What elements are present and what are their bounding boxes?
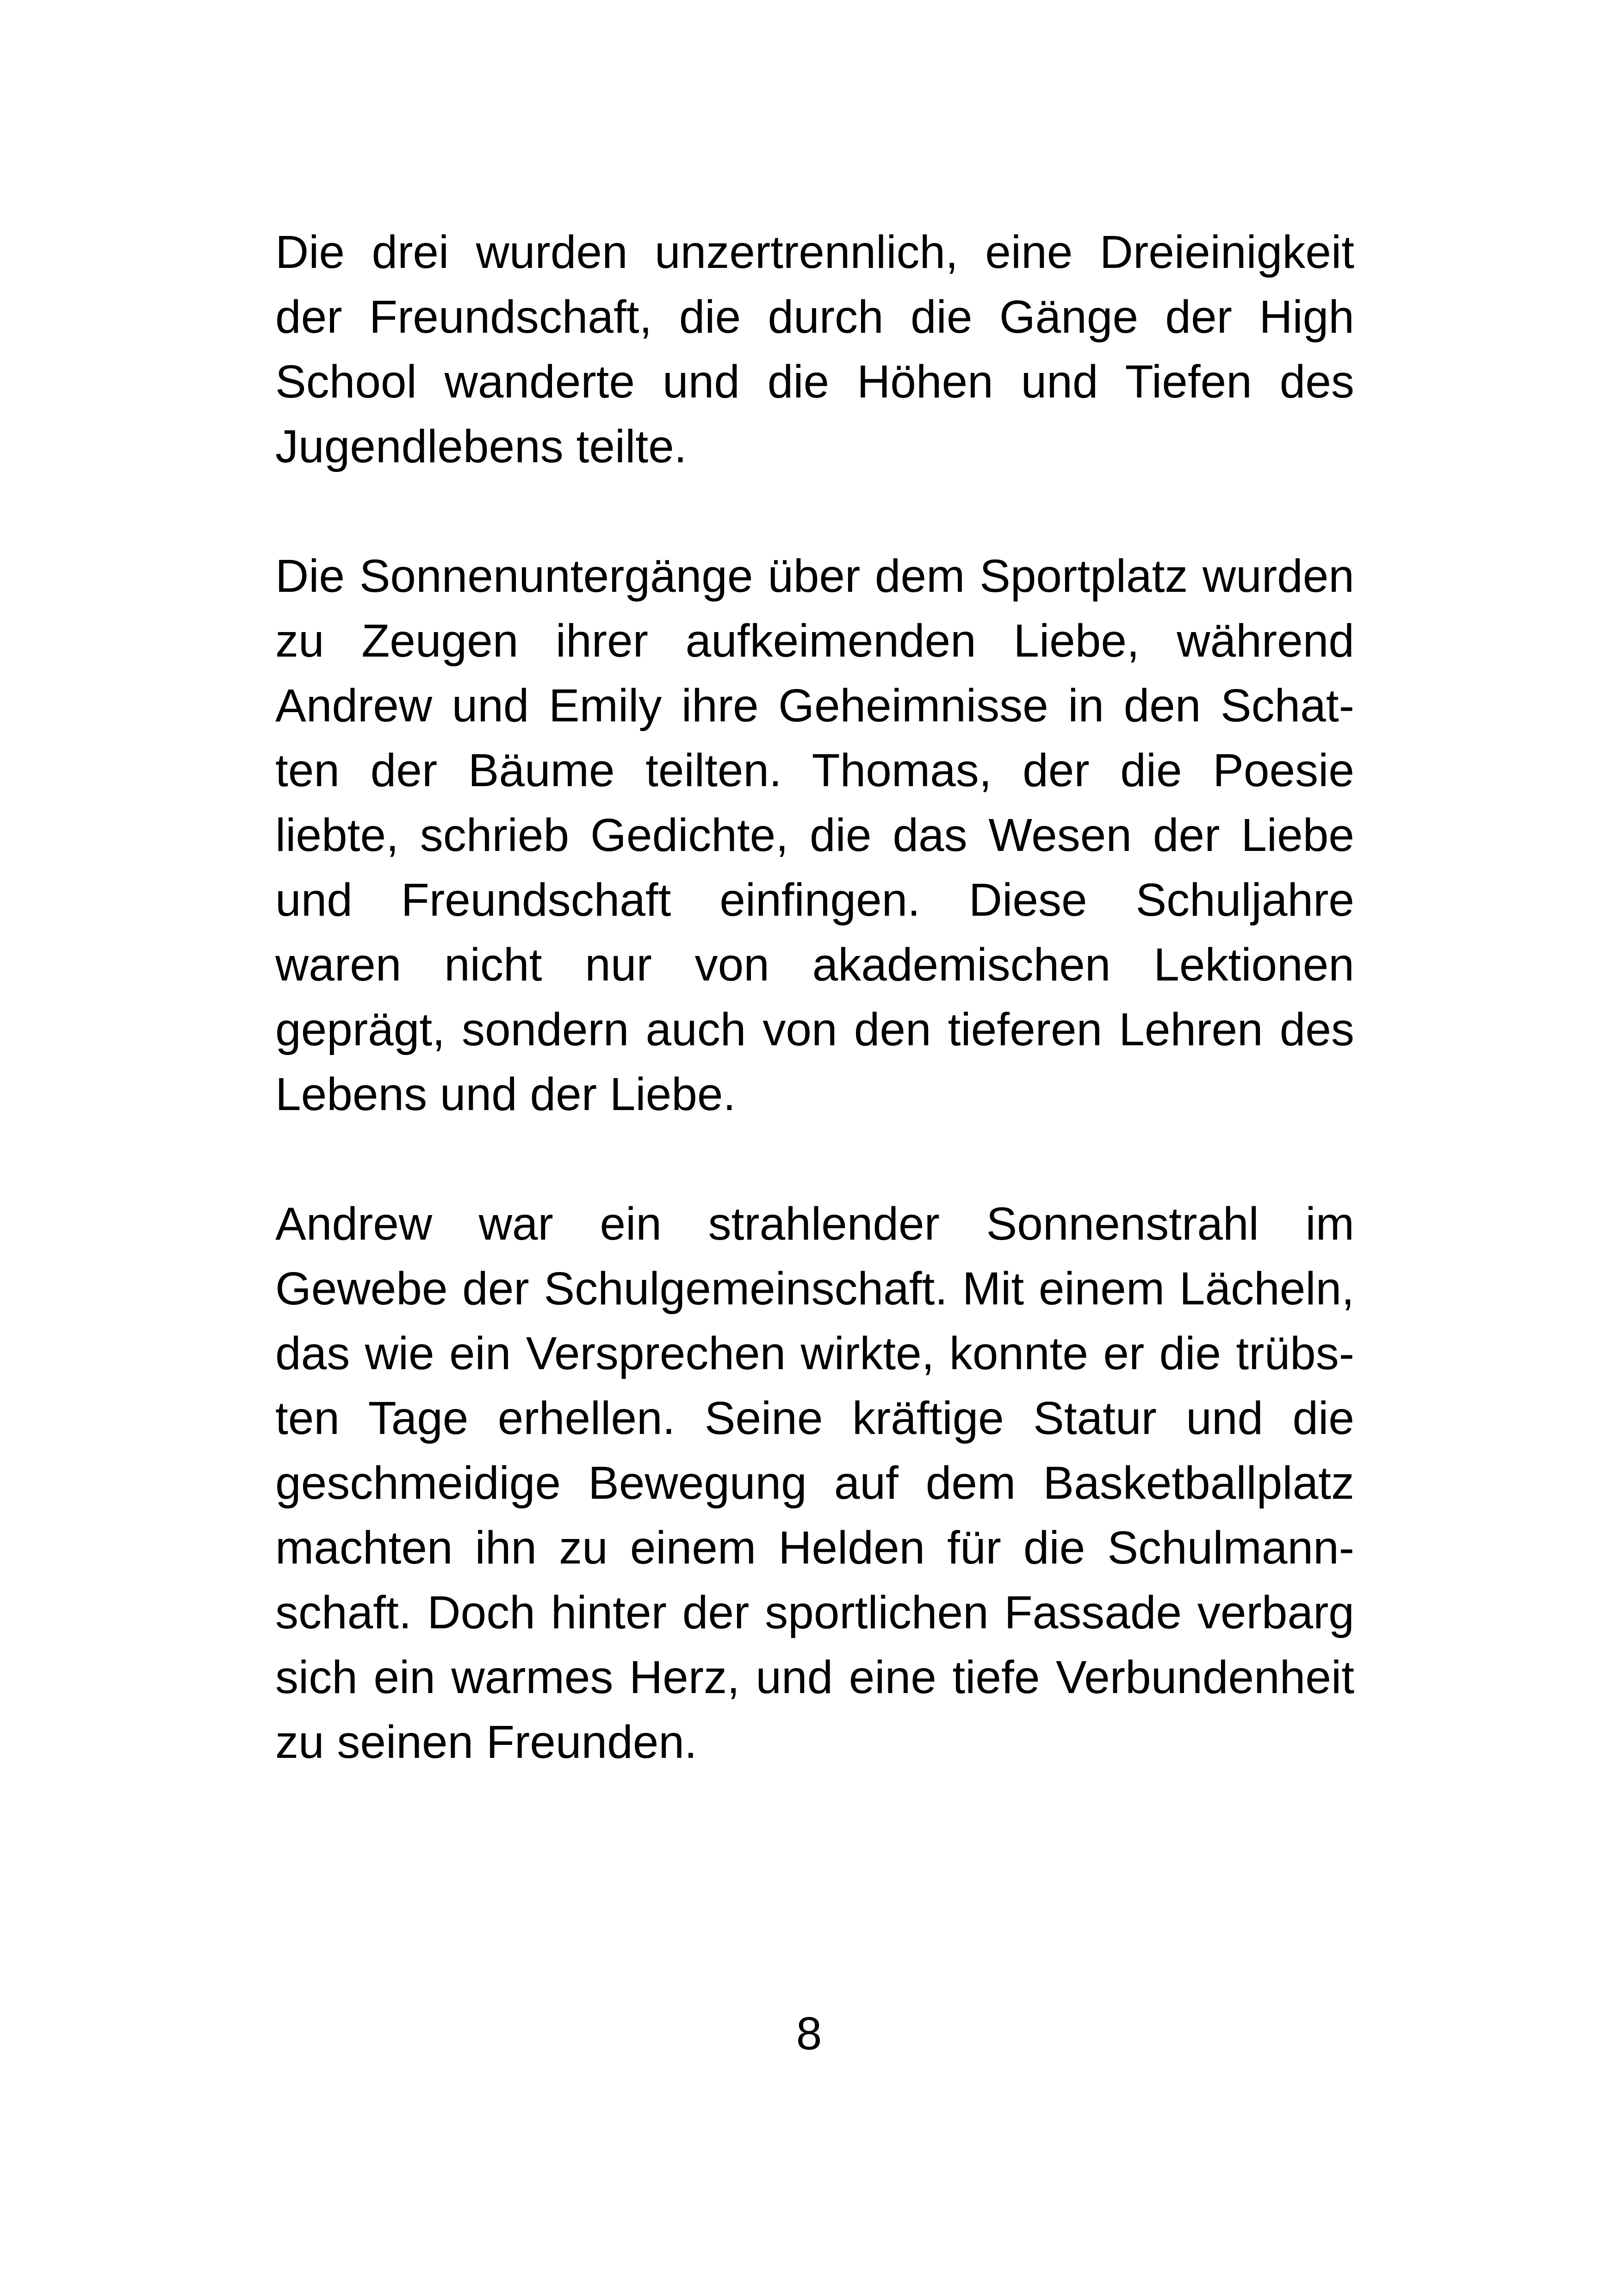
text-line: ten Tage erhellen. Seine kräftige Statur und die — [275, 1392, 1354, 1444]
text-line: ten der Bäume teilten. Thomas, der die Poesie — [275, 745, 1354, 796]
paragraph-2 — [275, 544, 1354, 1127]
text-line: geprägt, sondern auch von den tieferen Lehren des — [275, 1004, 1354, 1055]
text-line: Jugendlebens teilte. — [275, 421, 687, 472]
page-number: 8 — [796, 2008, 822, 2060]
text-line: liebte, schrieb Gedichte, die das Wesen der Liebe — [275, 809, 1354, 861]
text-line: sich ein warmes Herz, und eine tiefe Verbundenheit — [275, 1651, 1354, 1703]
text-line: Andrew und Emily ihre Geheimnisse in den Schat- — [275, 680, 1354, 732]
text-line: Die drei wurden unzertrennlich, eine Dreieinigkeit — [275, 226, 1354, 278]
body-text — [275, 220, 1354, 1775]
text-line: zu seinen Freunden. — [275, 1716, 697, 1768]
paragraph-3 — [275, 1191, 1354, 1775]
text-line: Lebens und der Liebe. — [275, 1068, 736, 1120]
text-line: geschmeidige Bewegung auf dem Basketballplatz — [275, 1457, 1354, 1509]
text-line: das wie ein Versprechen wirkte, konnte er die trübs- — [275, 1328, 1354, 1379]
text-line: und Freundschaft einfingen. Diese Schuljahre — [275, 874, 1354, 926]
paragraph-gap — [275, 1127, 1354, 1191]
text-line: Andrew war ein strahlender Sonnenstrahl im — [275, 1198, 1354, 1250]
paragraph-gap — [275, 479, 1354, 544]
text-line: schaft. Doch hinter der sportlichen Fassade verbarg — [275, 1587, 1354, 1638]
text-line: der Freundschaft, die durch die Gänge der High — [275, 291, 1354, 343]
text-line: zu Zeugen ihrer aufkeimenden Liebe, während — [275, 615, 1354, 667]
text-line: waren nicht nur von akademischen Lektionen — [275, 939, 1354, 991]
text-line: machten ihn zu einem Helden für die Schulmann- — [275, 1522, 1354, 1574]
text-line: Die Sonnenuntergänge über dem Sportplatz wurden — [275, 550, 1354, 602]
text-line: School wanderte und die Höhen und Tiefen des — [275, 356, 1354, 408]
paragraph-1 — [275, 220, 1354, 479]
text-line: Gewebe der Schulgemeinschaft. Mit einem Lächeln, — [275, 1263, 1354, 1315]
